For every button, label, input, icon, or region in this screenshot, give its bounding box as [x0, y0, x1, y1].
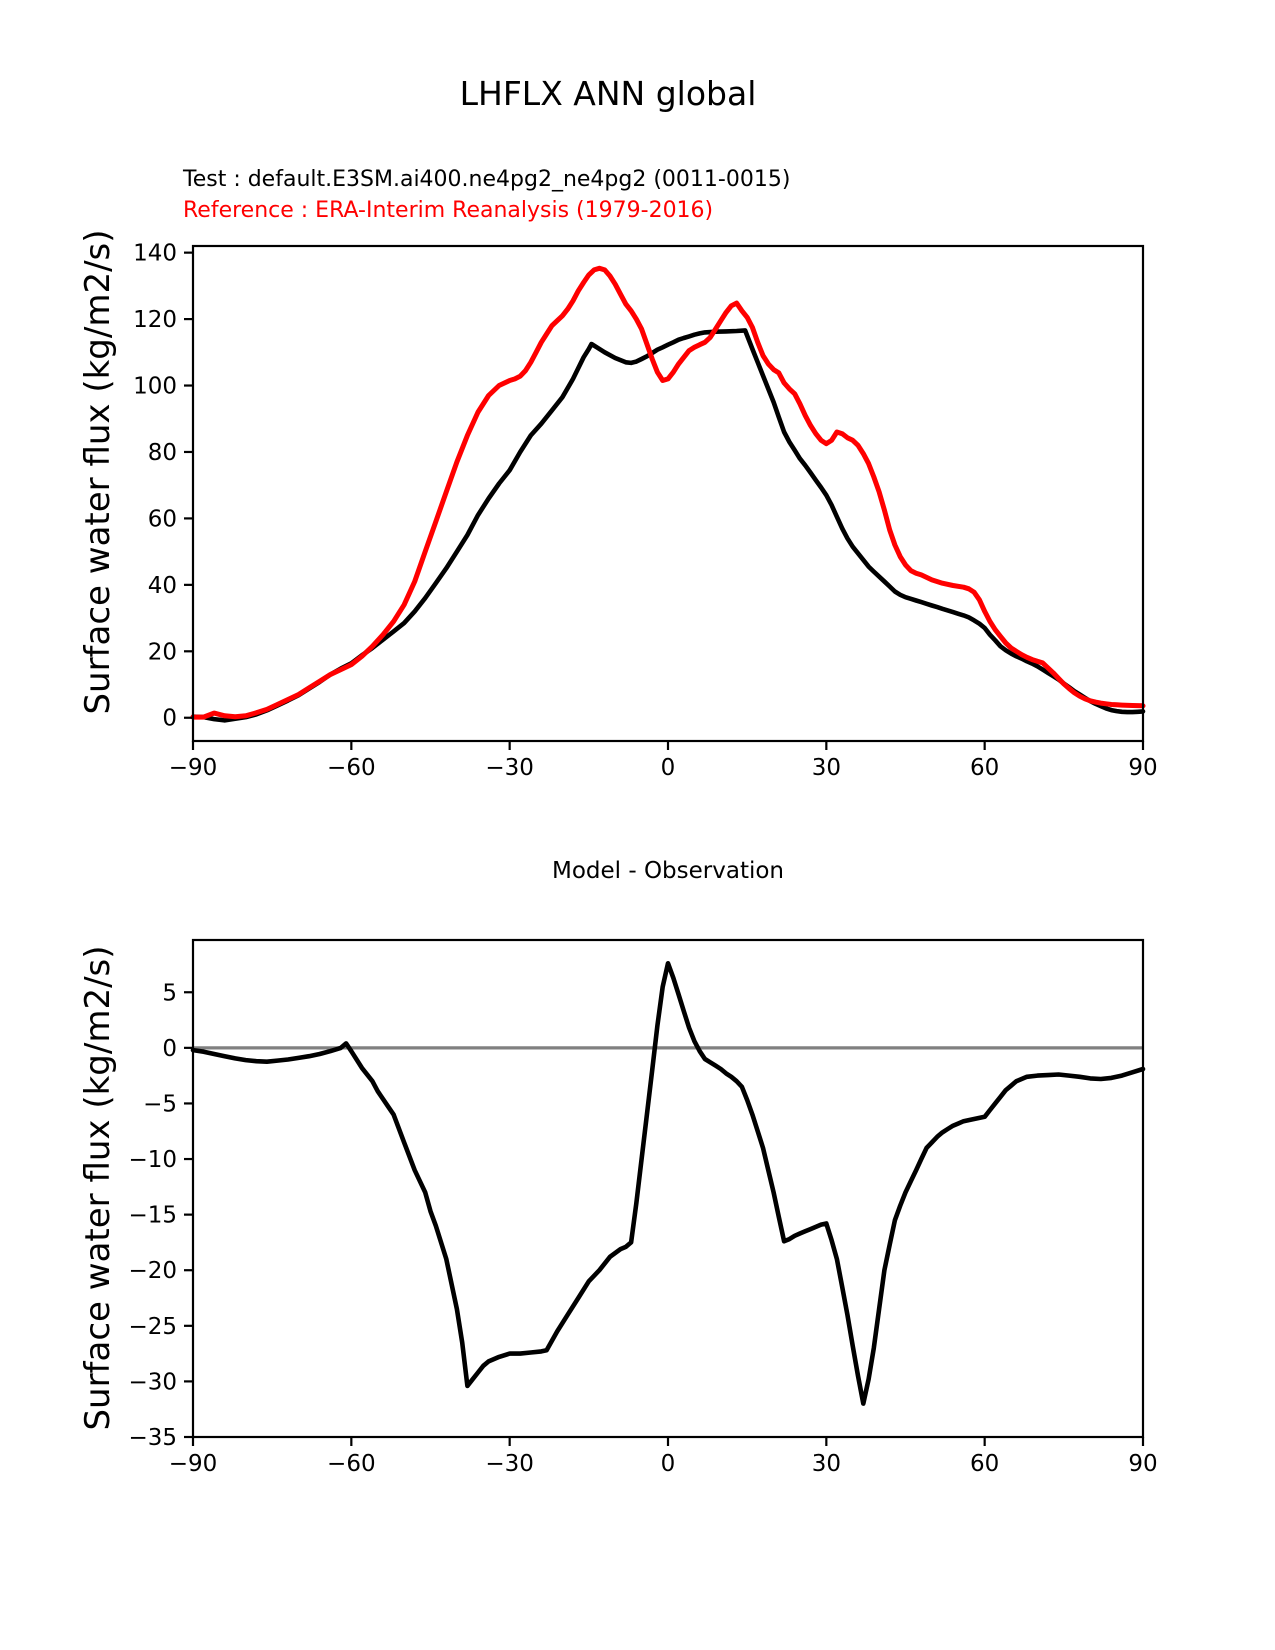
top-plot-series-0 — [193, 330, 1143, 720]
bottom-plot-ytick-label: −25 — [128, 1313, 177, 1340]
top-plot-xtick-label: 90 — [1128, 755, 1158, 781]
top-plot-series-1 — [193, 268, 1143, 717]
top-plot-ytick-label: 20 — [147, 639, 177, 666]
bottom-plot-xtick-label: 60 — [970, 1451, 1000, 1477]
top-plot-xtick-label: −60 — [327, 755, 376, 781]
bottom-plot-xtick-label: −60 — [327, 1451, 376, 1477]
bottom-plot-ytick-label: −35 — [128, 1425, 177, 1451]
test-run-label: Test : default.E3SM.ai400.ne4pg2_ne4pg2 (0011-0015) — [183, 167, 791, 192]
top-plot-xtick-label: 60 — [970, 755, 1000, 781]
bottom-plot-ylabel: Surface water flux (kg/m2/s) — [78, 945, 118, 1431]
bottom-plot-xtick-label: −30 — [485, 1451, 534, 1477]
top-plot-ytick-label: 0 — [162, 705, 177, 732]
top-plot-ytick-label: 40 — [147, 572, 177, 599]
top-plot-frame — [193, 246, 1143, 741]
top-plot-ylabel: Surface water flux (kg/m2/s) — [78, 229, 118, 715]
top-plot-ytick-label: 100 — [133, 373, 177, 400]
top-plot-xtick-label: −30 — [485, 755, 534, 781]
bottom-plot-xtick-label: 90 — [1128, 1451, 1158, 1477]
bottom-plot-ytick-label: −5 — [143, 1091, 177, 1118]
bottom-plot-ytick-label: −30 — [128, 1369, 177, 1396]
top-plot-xtick-label: 0 — [660, 755, 676, 781]
bottom-plot-xtick-label: −90 — [168, 1451, 218, 1477]
figure-title: LHFLX ANN global — [459, 74, 757, 113]
bottom-plot-series-0 — [193, 963, 1143, 1403]
reference-run-label: Reference : ERA-Interim Reanalysis (1979-2016) — [183, 198, 714, 223]
bottom-plot-xtick-label: 0 — [660, 1451, 676, 1477]
top-plot-ytick-label: 140 — [133, 240, 177, 267]
bottom-plot-ytick-label: 5 — [162, 980, 177, 1007]
bottom-plot-ytick-label: −20 — [128, 1258, 177, 1285]
bottom-plot-xtick-label: 30 — [811, 1451, 841, 1477]
top-plot-ytick-label: 120 — [133, 307, 177, 334]
bottom-plot-ytick-label: 0 — [162, 1035, 177, 1062]
top-plot-ytick-label: 60 — [147, 506, 177, 533]
top-plot-xtick-label: −90 — [168, 755, 218, 781]
diff-plot-title: Model - Observation — [551, 858, 785, 884]
top-plot-ytick-label: 80 — [147, 439, 177, 466]
bottom-plot-ytick-label: −10 — [128, 1147, 177, 1174]
bottom-plot-ytick-label: −15 — [128, 1202, 177, 1229]
top-plot-xtick-label: 30 — [811, 755, 841, 781]
bottom-plot-frame — [193, 940, 1143, 1437]
